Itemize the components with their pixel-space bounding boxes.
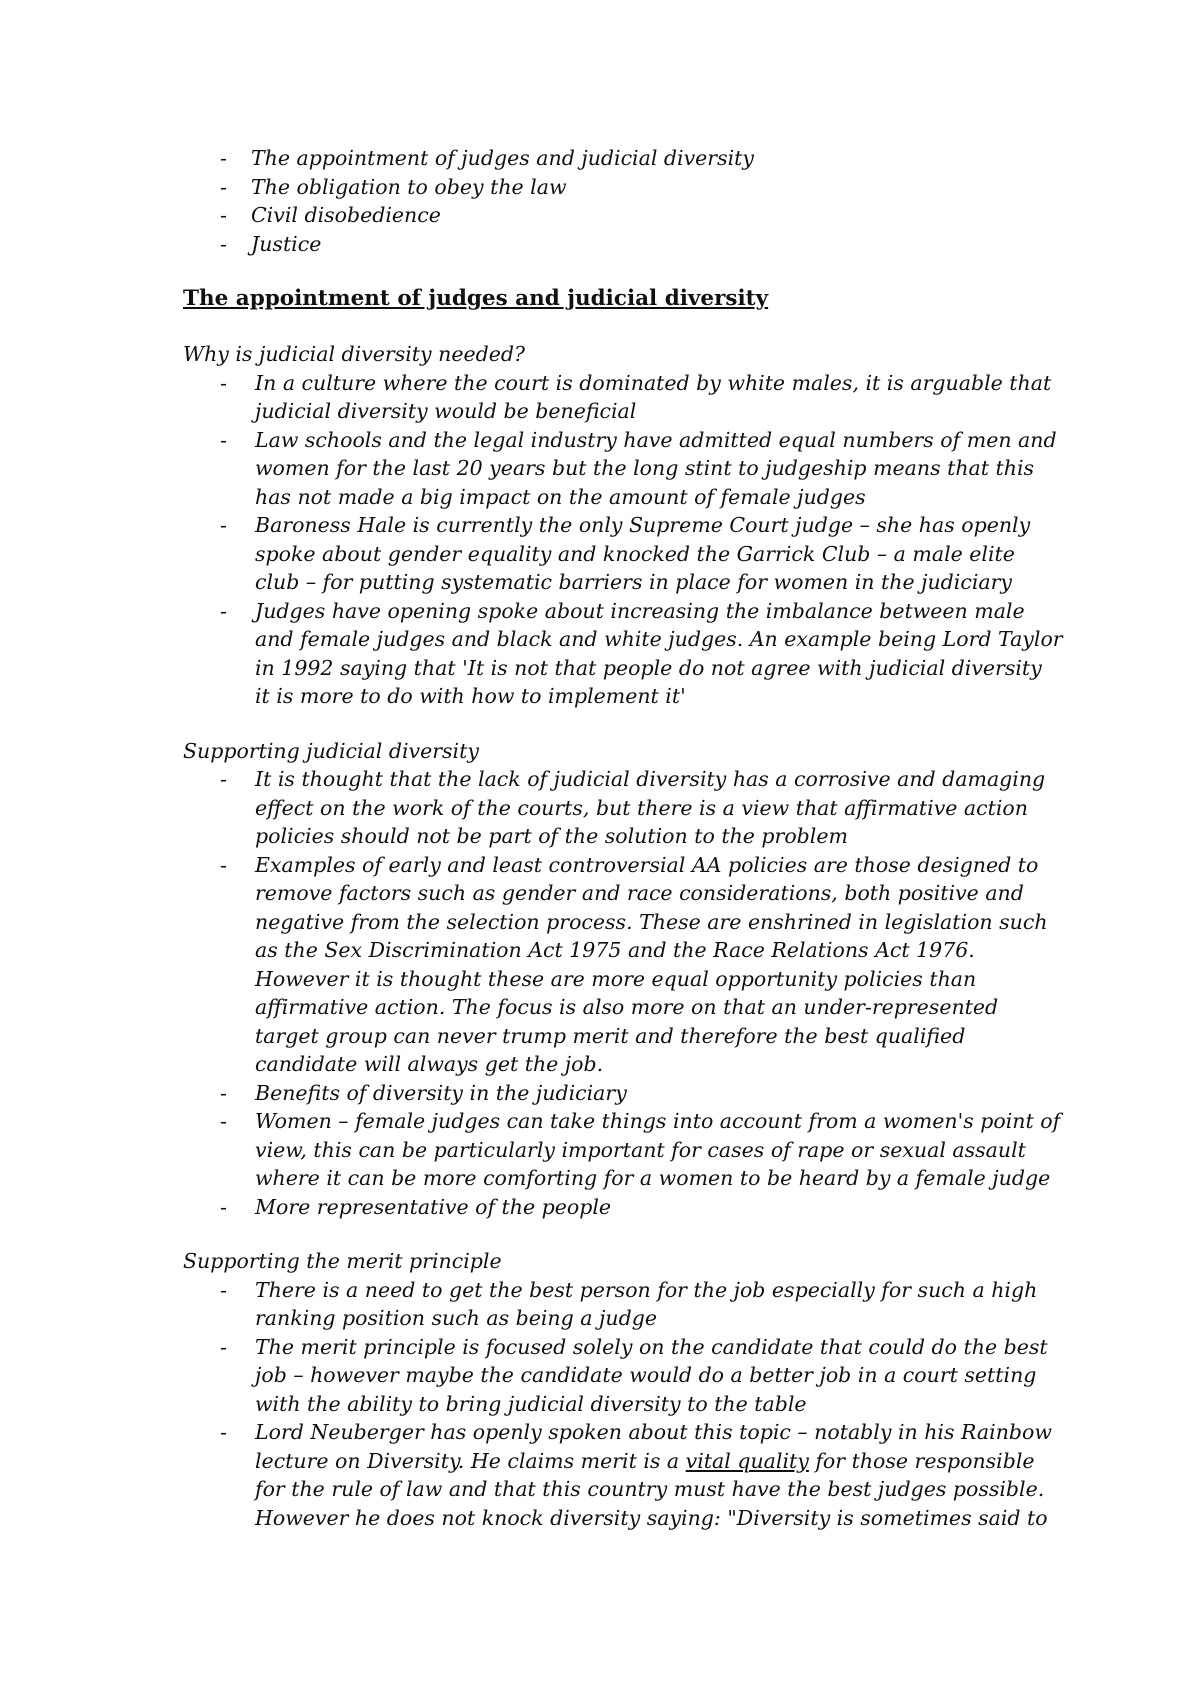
bullet-item-neuberger bbox=[183, 1418, 1063, 1532]
bullet-item: - There is a need to get the best person for the job especially for such a high ranking position such as being a judge bbox=[183, 1276, 1063, 1333]
topic-list bbox=[183, 144, 1063, 258]
bullet-list-merit-principle bbox=[183, 1276, 1063, 1533]
bullet-item: - Judges have opening spoke about increasing the imbalance between male and female judges and black and white judges. An example being Lord Taylor in 1992 saying that 'It is not that people do not agree with judicial diversity it is more to do with how to implement it' bbox=[183, 597, 1063, 711]
subheading-merit-principle: Supporting the merit principle bbox=[183, 1249, 502, 1273]
document-content bbox=[183, 144, 1063, 1532]
topic-item: - The appointment of judges and judicial diversity bbox=[183, 144, 1063, 173]
topic-item: - Justice bbox=[183, 230, 1063, 259]
subheading-why-diversity: Why is judicial diversity needed? bbox=[183, 342, 525, 366]
bullet-text: for those responsible for the rule of law and that this country must have the best judges possible. However he does not knock diversity saying: "Diversity is sometimes said to bbox=[255, 1448, 1048, 1530]
underlined-phrase: vital quality bbox=[685, 1448, 809, 1473]
bullet-item: - Law schools and the legal industry have admitted equal numbers of men and women for the last 20 years but the long stint to judgeship means that this has not made a big impact on the amount of female judges bbox=[183, 426, 1063, 512]
bullet-item: - Benefits of diversity in the judiciary bbox=[183, 1079, 1063, 1108]
bullet-item: - It is thought that the lack of judicial diversity has a corrosive and damaging effect on the work of the courts, but there is a view that affirmative action policies should not be part of the solution to the problem bbox=[183, 765, 1063, 851]
bullet-item: - Examples of early and least controversial AA policies are those designed to remove factors such as gender and race considerations, both positive and negative from the selection process. These are enshrined in legislation such as the Sex Discrimination Act 1975 and the Race Relations Act 1976. However it is thought these are more equal opportunity policies than affirmative action. The focus is also more on that an under-represented target group can never trump merit and therefore the best qualified candidate will always get the job. bbox=[183, 851, 1063, 1079]
bullet-item: - In a culture where the court is dominated by white males, it is arguable that judicial diversity would be beneficial bbox=[183, 369, 1063, 426]
bullet-list-why-diversity bbox=[183, 369, 1063, 711]
topic-item: - The obligation to obey the law bbox=[183, 173, 1063, 202]
topic-item: - Civil disobedience bbox=[183, 201, 1063, 230]
bullet-item: - The merit principle is focused solely on the candidate that could do the best job – however maybe the candidate would do a better job in a court setting with the ability to bring judicial diversity to the table bbox=[183, 1333, 1063, 1419]
bullet-text: Lord Neuberger has openly spoken about this topic – notably in his Rainbow lecture on Diversity. He claims merit is a bbox=[255, 1420, 1052, 1473]
bullet-item: - Women – female judges can take things into account from a women's point of view, this can be particularly important for cases of rape or sexual assault where it can be more comforting for a women to be heard by a female judge bbox=[183, 1107, 1063, 1193]
bullet-list-supporting-diversity bbox=[183, 765, 1063, 1221]
bullet-item: - More representative of the people bbox=[183, 1193, 1063, 1222]
subheading-supporting-diversity: Supporting judicial diversity bbox=[183, 738, 479, 763]
bullet-item: - Baroness Hale is currently the only Supreme Court judge – she has openly spoke about gender equality and knocked the Garrick Club – a male elite club – for putting systematic barriers in place for women in the judiciary bbox=[183, 511, 1063, 597]
section-heading: The appointment of judges and judicial diversity bbox=[183, 286, 769, 311]
